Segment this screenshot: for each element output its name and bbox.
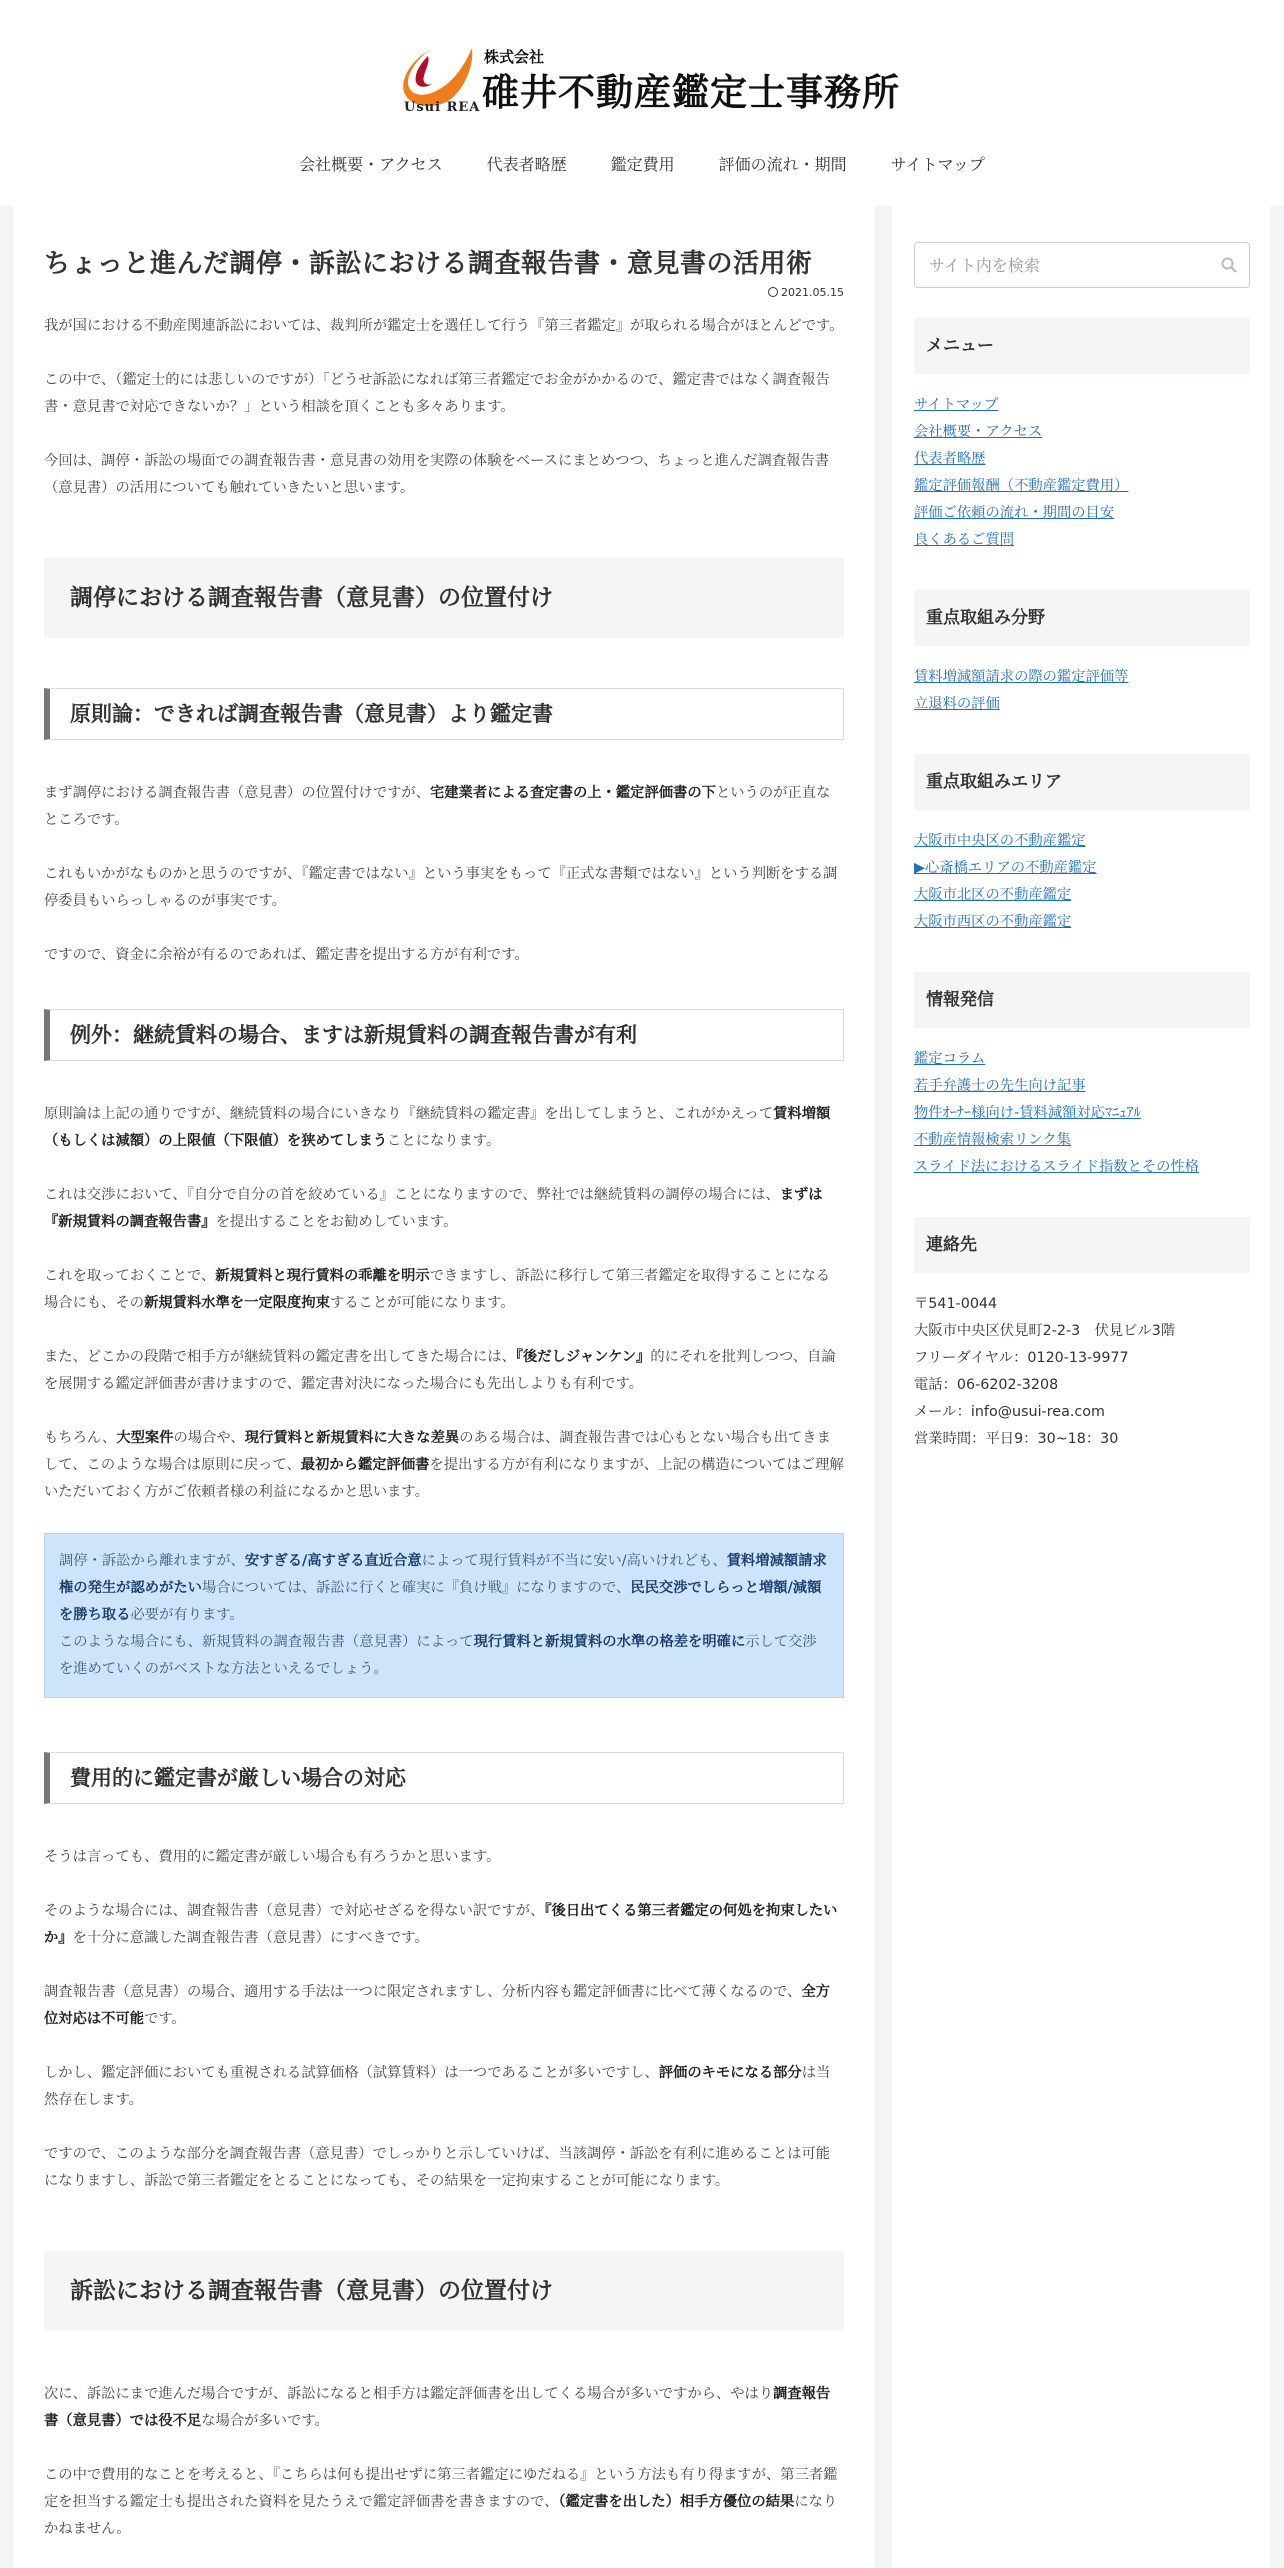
post-date: [44, 286, 844, 299]
list-item: [914, 691, 1258, 718]
contact-email: メール：info@usui-rea.com: [914, 1404, 1105, 1420]
body-paragraph: 調査報告書（意見書）の場合、適用する手法は一つに限定されますし、分析内容も鑑定評価書に比べて薄くなるので、全方位対応は不可能です。: [44, 1984, 831, 2028]
search-box: [914, 242, 1250, 288]
menu-link[interactable]: 良くあるご質問: [914, 532, 1015, 548]
area-link[interactable]: 大阪市北区の不動産鑑定: [914, 887, 1072, 903]
post-date-text: 2021.05.15: [781, 286, 844, 300]
list-item: [914, 446, 1258, 473]
site-header: [0, 0, 1284, 206]
area-links: [914, 828, 1258, 936]
menu-links: [914, 392, 1258, 554]
list-item: [914, 392, 1258, 419]
info-link[interactable]: 若手弁護士の先生向け記事: [914, 1078, 1086, 1094]
widget-title-info: 情報発信: [914, 972, 1250, 1028]
info-link[interactable]: 不動産情報検索リンク集: [914, 1132, 1071, 1148]
focus-link[interactable]: 賃料増減額請求の際の鑑定評価等: [914, 669, 1129, 685]
body-paragraph: これは交渉において、『自分で自分の首を絞めている』ことになりますので、弊社では継続賃料の調停の場合には、まずは『新規賃料の調査報告書』を提出することをお勧めしています。: [44, 1187, 823, 1231]
body-paragraph: しかし、鑑定評価においても重視される試算価格（試算賃料）は一つであることが多いですし、評価のキモになる部分は当然存在します。: [44, 2065, 831, 2109]
body-paragraph: 次に、訴訟にまで進んだ場合ですが、訴訟になると相手方は鑑定評価書を出してくる場合が多いですから、やはり調査報告書（意見書）では役不足な場合が多いです。: [44, 2386, 831, 2430]
section-heading: 訴訟における調査報告書（意見書）の位置付け: [44, 2251, 844, 2331]
list-item: [914, 828, 1258, 855]
intro-paragraph: この中で、（鑑定士的には悲しいのですが）「どうせ訴訟になれば第三者鑑定でお金がかかるので、鑑定書ではなく調査報告書・意見書で対応できないか？」という相談を頂くことも多々あります。: [44, 372, 830, 416]
area-link[interactable]: 大阪市西区の不動産鑑定: [914, 914, 1072, 930]
list-item: [914, 1100, 1258, 1127]
body-paragraph: そのような場合には、調査報告書（意見書）で対応せざるを得ない訳ですが、『後日出てくる第三者鑑定の何処を拘束したいか』を十分に意識した調査報告書（意見書）にすべきです。: [44, 1903, 838, 1947]
list-item: [914, 909, 1258, 936]
contact-phone: 電話：06-6202-3208: [914, 1377, 1059, 1393]
sidebar: [892, 206, 1270, 2568]
nav-item-profile[interactable]: 代表者略歴: [486, 155, 567, 174]
body-paragraph: この中で費用的なことを考えると、『こちらは何も提出せずに第三者鑑定にゆだねる』という方法も有り得ますが、第三者鑑定を担当する鑑定士も提出された資料を見たうえで鑑定評価書を書きますので、（鑑定書を出した）相手方優位の結果になりかねません。: [44, 2467, 838, 2538]
section-heading: 調停における調査報告書（意見書）の位置付け: [44, 558, 844, 638]
body-paragraph: これもいかがなものかと思うのですが、『鑑定書ではない』という事実をもって『正式な書類ではない』という判断をする調停委員もいらっしゃるのが事実です。: [44, 866, 838, 910]
info-link[interactable]: 物件ｵｰﾅｰ様向け-賃料減額対応ﾏﾆｭｱﾙ: [914, 1105, 1141, 1121]
main-content: [14, 206, 874, 2568]
list-item: [914, 500, 1258, 527]
info-box: [44, 1533, 844, 1698]
list-item: [914, 1154, 1258, 1181]
nav-item-fees[interactable]: 鑑定費用: [610, 155, 675, 174]
contact-postal: 〒541-0044: [914, 1296, 998, 1312]
area-link[interactable]: 大阪市中央区の不動産鑑定: [914, 833, 1086, 849]
contact-info: [914, 1291, 1258, 1453]
menu-link[interactable]: 鑑定評価報酬（不動産鑑定費用）: [914, 478, 1129, 494]
body-paragraph: もちろん、大型案件の場合や、現行賃料と新規賃料に大きな差異のある場合は、調査報告書では心もとない場合も出てきまして、このような場合は原則に戻って、最初から鑑定評価書を提出する方が有利になりますが、上記の構造についてはご理解いただいておく方がご依頼者様の利益になるかと思います。: [44, 1430, 844, 1501]
nav-item-company[interactable]: 会社概要・アクセス: [299, 155, 443, 174]
logo-subtitle: Usui REA: [404, 100, 481, 115]
article-title: ちょっと進んだ調停・訴訟における調査報告書・意見書の活用術: [44, 249, 813, 279]
body-paragraph: これを取っておくことで、新規賃料と現行賃料の乖離を明示できますし、訴訟に移行して第三者鑑定を取得することになる場合にも、その新規賃料水準を一定限度拘束することが可能になります。: [44, 1268, 831, 1312]
widget-title-menu: メニュー: [914, 318, 1250, 374]
info-links: [914, 1046, 1258, 1181]
list-item: [914, 527, 1258, 554]
contact-hours: 営業時間：平日9：30~18：30: [914, 1431, 1119, 1447]
logo-company-prefix: 株式会社: [484, 48, 545, 66]
info-link[interactable]: 鑑定コラム: [914, 1051, 986, 1067]
search-input[interactable]: [915, 243, 1249, 287]
info-box-paragraph: 調停・訴訟から離れますが、安すぎる/高すぎる直近合意によって現行賃料が不当に安い/高いけれども、賃料増減額請求権の発生が認めがたい場合については、訴訟に行くと確実に『負け戦』になりますので、民民交渉でしらっと増額/減額を勝ち取る必要が有ります。: [59, 1553, 827, 1624]
list-item: [914, 664, 1258, 691]
body-paragraph: まず調停における調査報告書（意見書）の位置付けですが、宅建業者による査定書の上・鑑定評価書の下というのが正直なところです。: [44, 785, 831, 829]
body-paragraph: 原則論は上記の通りですが、継続賃料の場合にいきなり『継続賃料の鑑定書』を出してしまうと、これがかえって賃料増額（もしくは減額）の上限値（下限値）を狭めてしまうことになります。: [44, 1106, 831, 1150]
menu-link[interactable]: 評価ご依頼の流れ・期間の目安: [914, 505, 1115, 521]
list-item: [914, 1046, 1258, 1073]
contact-address: 大阪市中央区伏見町2-2-3 伏見ビル3階: [914, 1323, 1176, 1339]
list-item: [914, 1073, 1258, 1100]
focus-link[interactable]: 立退料の評価: [914, 696, 1000, 712]
list-item: [914, 882, 1258, 909]
nav-item-flow[interactable]: 評価の流れ・期間: [718, 155, 847, 174]
clock-icon: [768, 287, 778, 297]
nav-item-sitemap[interactable]: サイトマップ: [890, 155, 985, 174]
search-icon[interactable]: [1221, 257, 1237, 273]
site-logo[interactable]: [400, 42, 900, 118]
logo-company-name: 碓井不動産鑑定士事務所: [482, 71, 900, 114]
list-item: [914, 855, 1258, 882]
subsection-heading: 例外：継続賃料の場合、ますは新規賃料の調査報告書が有利: [44, 1009, 844, 1061]
menu-link[interactable]: 会社概要・アクセス: [914, 424, 1043, 440]
intro-paragraph: 今回は、調停・訴訟の場面での調査報告書・意見書の効用を実際の体験をベースにまとめつつ、ちょっと進んだ調査報告書（意見書）の活用についても触れていきたいと思います。: [44, 453, 830, 497]
menu-link[interactable]: サイトマップ: [914, 397, 999, 413]
list-item: [914, 419, 1258, 446]
info-link[interactable]: スライド法におけるスライド指数とその性格: [914, 1159, 1200, 1175]
intro-paragraph: 我が国における不動産関連訴訟においては、裁判所が鑑定士を選任して行う『第三者鑑定』が取られる場合がほとんどです。: [44, 318, 844, 335]
list-item: [914, 473, 1258, 500]
area-link[interactable]: ▶心斎橋エリアの不動産鑑定: [914, 860, 1097, 876]
body-paragraph: そうは言っても、費用的に鑑定書が厳しい場合も有ろうかと思います。: [44, 1849, 501, 1866]
body-paragraph: ですので、資金に余裕が有るのであれば、鑑定書を提出する方が有利です。: [44, 947, 529, 964]
subsection-heading: 費用的に鑑定書が厳しい場合の対応: [44, 1752, 844, 1804]
body-paragraph: また、どこかの段階で相手方が継続賃料の鑑定書を出してきた場合には、『後だしジャンケン』的にそれを批判しつつ、自論を展開する鑑定評価書が書けますので、鑑定書対決になった場合にも先出しよりも有利です。: [44, 1349, 836, 1393]
widget-title-area: 重点取組みエリア: [914, 754, 1250, 810]
contact-freedial: フリーダイヤル：0120-13-9977: [914, 1350, 1129, 1366]
menu-link[interactable]: 代表者略歴: [914, 451, 986, 467]
focus-links: [914, 664, 1258, 718]
widget-title-contact: 連絡先: [914, 1217, 1250, 1273]
subsection-heading: 原則論：できれば調査報告書（意見書）より鑑定書: [44, 688, 844, 740]
info-box-paragraph: このような場合にも、新規賃料の調査報告書（意見書）によって現行賃料と新規賃料の水準の格差を明確に示して交渉を進めていくのがベストな方法といえるでしょう。: [59, 1634, 817, 1678]
global-nav: [0, 150, 1284, 180]
list-item: [914, 1127, 1258, 1154]
body-paragraph: ですので、このような部分を調査報告書（意見書）でしっかりと示していけば、当該調停・訴訟を有利に進めることは可能になりますし、訴訟で第三者鑑定をとることになっても、その結果を一定拘束することが可能になります。: [44, 2146, 831, 2190]
widget-title-focus: 重点取組み分野: [914, 590, 1250, 646]
